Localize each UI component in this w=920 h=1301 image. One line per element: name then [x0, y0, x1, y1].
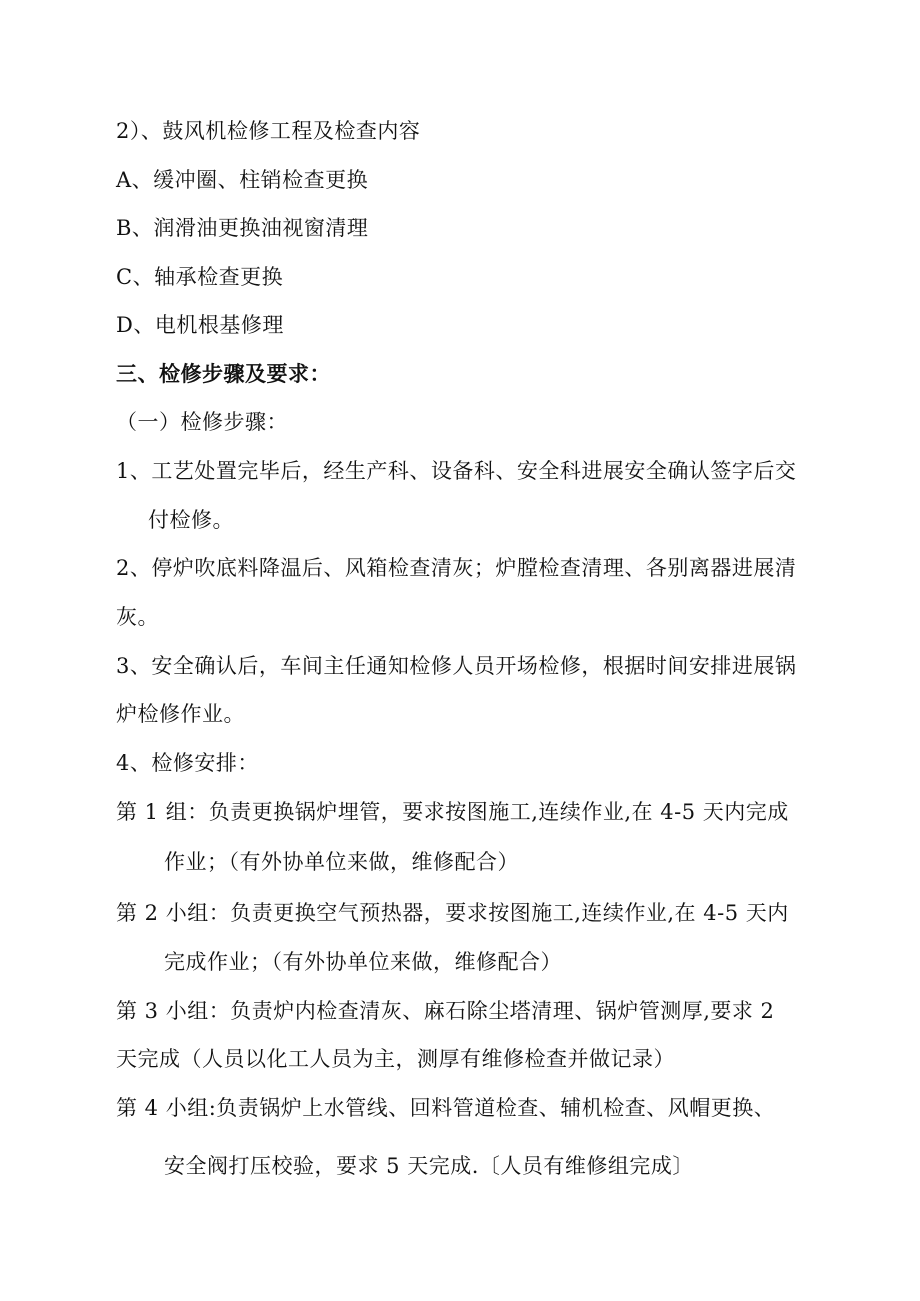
- item-a: A、缓冲圈、柱销检查更换: [116, 168, 369, 192]
- group-4-line-1: 第 4 小组:负责锅炉上水管线、回料管道检查、辅机检查、风帽更换、: [116, 1096, 776, 1120]
- group-3-line-2: 天完成（人员以化工人员为主，测厚有维修检查并做记录）: [116, 1047, 675, 1071]
- step-1-line-1: 1、工艺处置完毕后，经生产科、设备科、安全科进展安全确认签字后交: [116, 459, 797, 483]
- group-4-line-2: 安全阀打压校验，要求 5 天完成.〔人员有维修组完成〕: [164, 1154, 694, 1178]
- step-3-line-1: 3、安全确认后，车间主任通知检修人员开场检修，根据时间安排进展锅: [116, 654, 797, 678]
- group-1-line-2: 作业；（有外协单位来做，维修配合）: [164, 850, 519, 874]
- subsection-heading: （一）检修步骤：: [116, 410, 288, 434]
- step-2-line-2: 灰。: [116, 605, 159, 629]
- group-2-line-2: 完成作业；（有外协单位来做，维修配合）: [164, 950, 562, 974]
- item-blower-title: 2）、鼓风机检修工程及检查内容: [116, 119, 421, 143]
- section-heading: 三、检修步骤及要求：: [116, 361, 331, 386]
- step-1-line-2: 付检修。: [148, 508, 234, 532]
- step-2-line-1: 2、停炉吹底料降温后、风箱检查清灰；炉膛检查清理、各别离器进展清: [116, 556, 797, 580]
- group-3-line-1: 第 3 小组：负责炉内检查清灰、麻石除尘塔清理、锅炉管测厚,要求 2: [116, 999, 775, 1023]
- group-1-line-1: 第 1 组：负责更换锅炉埋管，要求按图施工,连续作业,在 4-5 天内完成: [116, 800, 789, 824]
- item-d: D、电机根基修理: [116, 313, 284, 337]
- item-c: C、轴承检查更换: [116, 265, 284, 289]
- step-4: 4、检修安排：: [116, 751, 259, 775]
- step-3-line-2: 炉检修作业。: [116, 702, 245, 726]
- item-b: B、润滑油更换油视窗清理: [116, 216, 369, 240]
- group-2-line-1: 第 2 小组：负责更换空气预热器，要求按图施工,连续作业,在 4-5 天内: [116, 901, 789, 925]
